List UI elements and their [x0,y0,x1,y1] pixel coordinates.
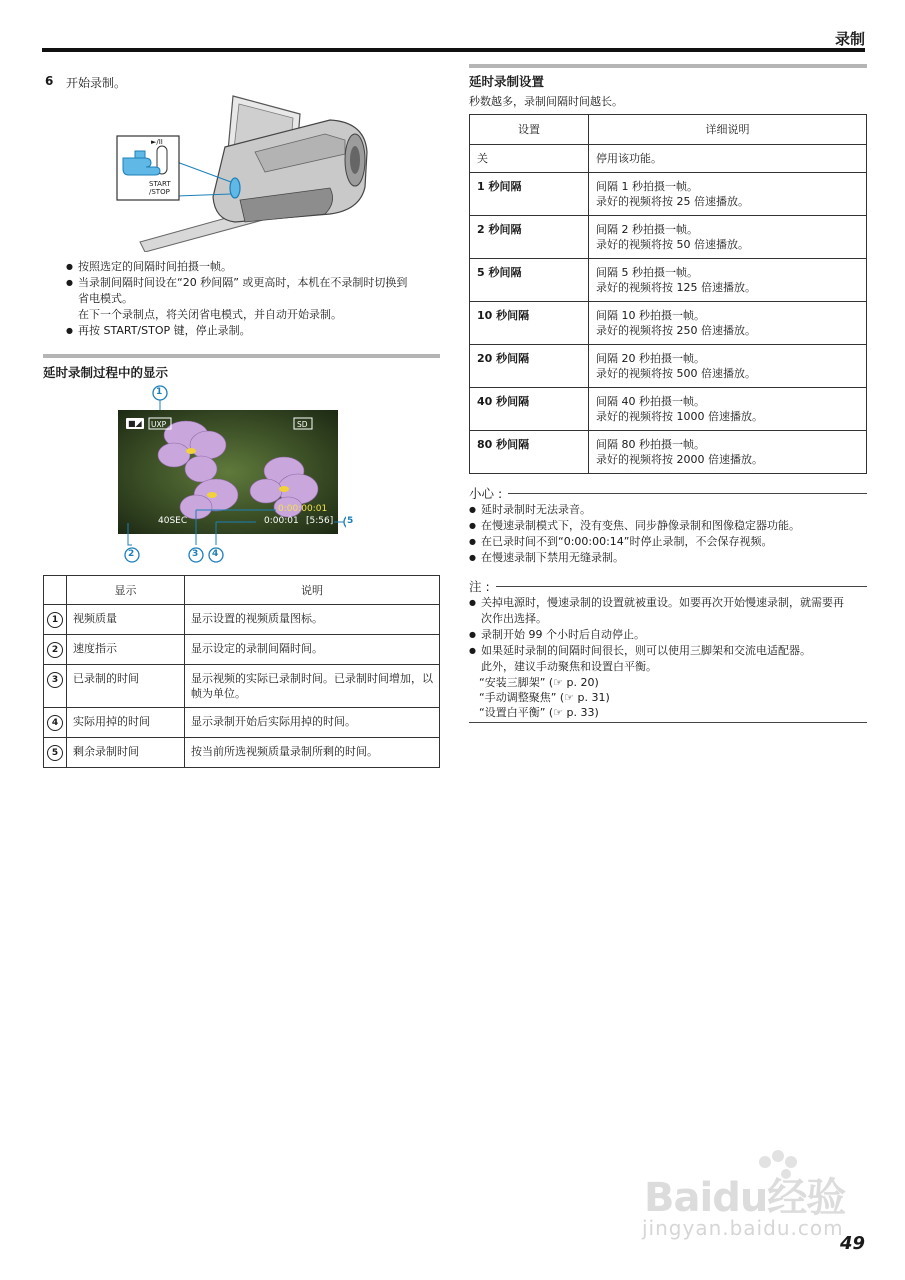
camera-illustration [115,92,375,252]
row-number: 1 [47,612,63,628]
table-cell: 实际用掉的时间 [67,708,185,738]
setting-name: 5 秒间隔 [470,259,589,302]
settings-table [469,114,867,474]
recorded-time: 0:00:00:01 [278,504,328,514]
setting-name: 关 [470,145,589,173]
table-row [470,216,867,259]
table-row [470,145,867,173]
table-cell: 显示设定的录制间隔时间。 [185,635,440,665]
header-rule [42,48,865,52]
speed-indicator: 40SEC [158,516,188,526]
table-cell: 按当前所选视频质量录制所剩的时间。 [185,738,440,768]
list-item: ● 延时录制时无法录音。 [469,502,869,518]
list-item: ● 如果延时录制的间隔时间很长，则可以使用三脚架和交流电适配器。 此外，建议手动聚焦和设置白平衡。 [469,643,869,675]
button-label-play-pause: ►/II [151,138,163,146]
setting-name: 20 秒间隔 [470,345,589,388]
table-header: 说明 [185,576,440,605]
table-row [470,431,867,474]
setting-desc: 间隔 40 秒拍摄一帧。 录好的视频将按 1000 倍速播放。 [589,388,867,431]
list-item: ● 录制开始 99 个小时后自动停止。 [469,627,869,643]
quality-badge: UXP [151,420,167,429]
callout-2: 2 [128,549,135,559]
note-title: 注 : [469,579,490,594]
setting-name: 40 秒间隔 [470,388,589,431]
camera-mode-icon: ■◢ [128,419,142,428]
step-number: 6 [45,74,54,88]
row-number: 4 [47,715,63,731]
row-number: 5 [47,745,63,761]
setting-desc: 停用该功能。 [589,145,867,173]
step-text: 开始录制。 [66,76,127,90]
section-bar-display [43,354,440,358]
button-label-stop: /STOP [149,188,170,196]
list-item: ● 在已录时间不到“0:00:00:14”时停止录制，不会保存视频。 [469,534,869,550]
actual-time: 0:00:01 [264,516,299,526]
table-header-row [44,576,440,605]
list-item: ● 当录制间隔时间设在“20 秒间隔” 或更高时，本机在不录制时切换到 省电模式。 在下一个录制点，将关闭省电模式，并自动开始录制。 [66,275,446,323]
button-label-start: START [149,180,171,188]
note-end-rule [469,722,867,723]
callout-5: 5 [347,516,354,526]
note-list [469,595,869,675]
caution-heading [469,484,867,502]
table-header: 设置 [470,115,589,145]
setting-desc: 间隔 80 秒拍摄一帧。 录好的视频将按 2000 倍速播放。 [589,431,867,474]
watermark [640,1150,860,1250]
page-section-title: 录制 [834,30,865,48]
table-row [44,708,440,738]
watermark-brand: Baidu经验 [644,1175,846,1221]
callout-4: 4 [212,549,219,559]
list-item: ● 在慢速录制模式下，没有变焦、同步静像录制和图像稳定器功能。 [469,518,869,534]
reference-link-focus[interactable]: “手动调整聚焦” (☞ p. 31) [479,691,610,704]
list-item: ● 关掉电源时，慢速录制的设置就被重设。如要再次开始慢速录制，就需要再 次作出选择。 [469,595,869,627]
table-cell: 显示视频的实际已录制时间。已录制时间增加，以帧为单位。 [185,665,440,708]
sd-badge: SD [297,420,308,429]
setting-name: 10 秒间隔 [470,302,589,345]
setting-desc: 间隔 20 秒拍摄一帧。 录好的视频将按 500 倍速播放。 [589,345,867,388]
setting-desc: 间隔 5 秒拍摄一帧。 录好的视频将按 125 倍速播放。 [589,259,867,302]
page-number: 49 [839,1233,865,1254]
table-row [470,302,867,345]
row-number: 3 [47,672,63,688]
setting-desc: 间隔 2 秒拍摄一帧。 录好的视频将按 50 倍速播放。 [589,216,867,259]
list-item: ● 按照选定的间隔时间拍摄一帧。 [66,259,446,275]
table-row [470,259,867,302]
table-header-row [470,115,867,145]
list-item: ● 在慢速录制下禁用无缝录制。 [469,550,869,566]
setting-name: 80 秒间隔 [470,431,589,474]
reference-link-white-balance[interactable]: “设置白平衡” (☞ p. 33) [479,706,599,719]
table-row [44,665,440,708]
list-item: ● 再按 START/STOP 键，停止录制。 [66,323,446,339]
table-header: 显示 [67,576,185,605]
recording-screen-figure [116,385,354,567]
step-bullets [66,259,446,339]
note-heading [469,577,867,595]
table-header [44,576,67,605]
table-row [470,388,867,431]
caution-list [469,502,869,566]
callout-3: 3 [192,549,199,559]
watermark-url: jingyan.baidu.com [642,1216,844,1240]
section-title-display: 延时录制过程中的显示 [43,365,169,380]
table-cell: 显示录制开始后实际用掉的时间。 [185,708,440,738]
table-header: 详细说明 [589,115,867,145]
table-row [44,635,440,665]
setting-name: 1 秒间隔 [470,173,589,216]
table-row [470,345,867,388]
table-cell: 视频质量 [67,605,185,635]
callout-1: 1 [156,387,163,397]
section-title-settings: 延时录制设置 [469,74,545,89]
reference-link-tripod[interactable]: “安装三脚架” (☞ p. 20) [479,676,599,689]
display-table [43,575,440,768]
table-cell: 速度指示 [67,635,185,665]
table-row [470,173,867,216]
table-cell: 已录制的时间 [67,665,185,708]
settings-subtitle: 秒数越多，录制间隔时间越长。 [469,95,623,108]
table-cell: 显示设置的视频质量图标。 [185,605,440,635]
setting-desc: 间隔 1 秒拍摄一帧。 录好的视频将按 25 倍速播放。 [589,173,867,216]
setting-desc: 间隔 10 秒拍摄一帧。 录好的视频将按 250 倍速播放。 [589,302,867,345]
remaining-time: [5:56] [306,516,334,526]
row-number: 2 [47,642,63,658]
caution-title: 小心 : [469,486,503,501]
section-bar-settings [469,64,867,68]
setting-name: 2 秒间隔 [470,216,589,259]
table-row [44,605,440,635]
table-row [44,738,440,768]
reference-links [469,675,867,720]
table-cell: 剩余录制时间 [67,738,185,768]
